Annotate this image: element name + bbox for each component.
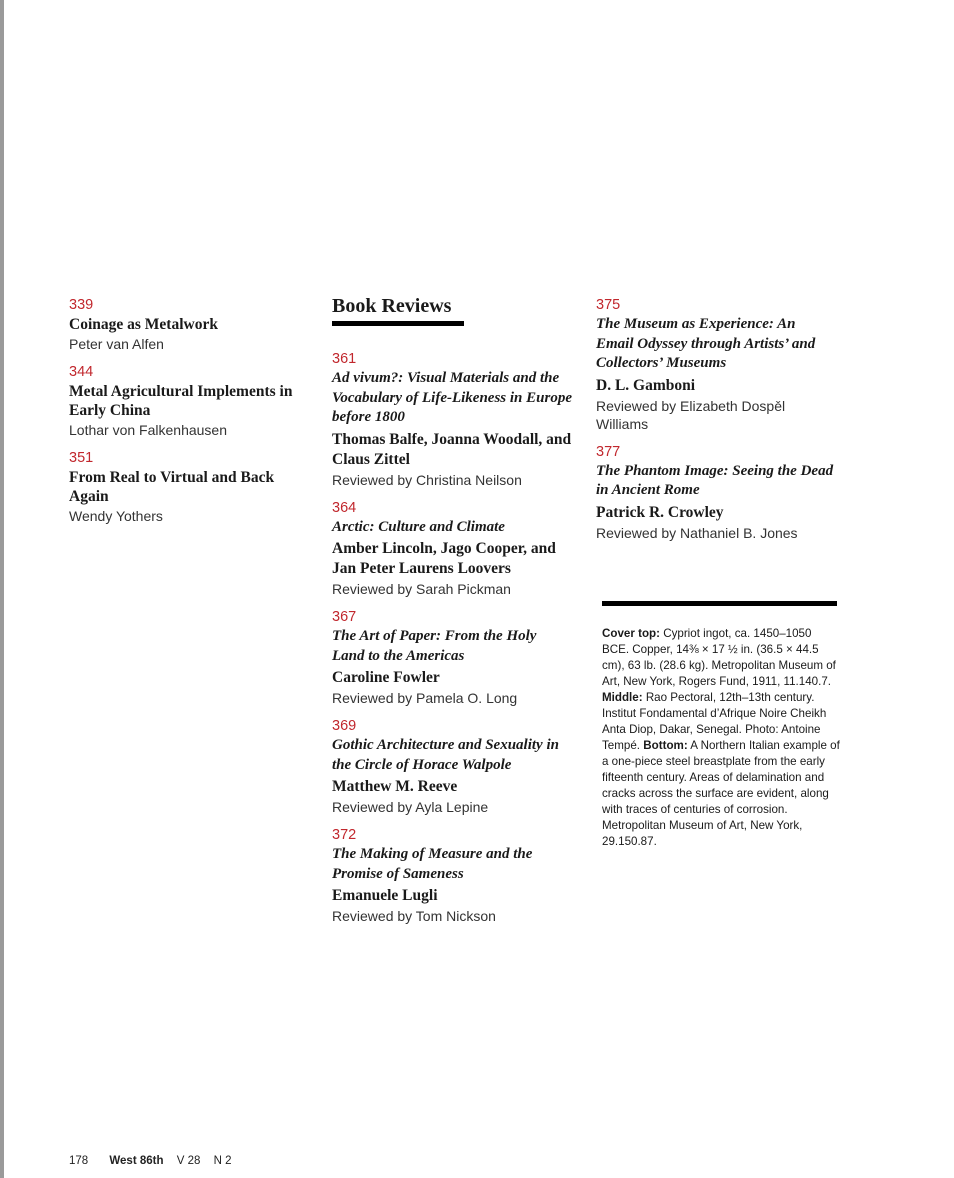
reviewer: Reviewed by Christina Neilson: [332, 471, 522, 488]
review-entry[interactable]: [332, 717, 572, 816]
footer-volume: V 28: [176, 1155, 201, 1167]
page-number: 351: [69, 449, 94, 466]
review-entry[interactable]: [332, 826, 572, 925]
review-entry[interactable]: [332, 350, 572, 489]
section-heading: Book Reviews: [332, 295, 452, 317]
cover-bottom-text: A Northern Italian example of a one-piece steel breastplate from the early fifteenth century. Areas of delamination and cracks across the surface are evident, along with traces of centuries of corrosion. Metropolitan Museum of Art, New York, 29.150.87.: [602, 739, 840, 848]
footer-publication: West 86th: [109, 1155, 164, 1167]
reviewer: Reviewed by Sarah Pickman: [332, 581, 511, 597]
article-title: From Real to Virtual and Back Again: [69, 468, 275, 505]
page-number: 367: [332, 609, 357, 625]
cover-bottom-label: Bottom:: [643, 739, 688, 752]
review-entry[interactable]: [332, 499, 572, 599]
page-number: 344: [69, 363, 94, 380]
review-entry[interactable]: [596, 296, 836, 433]
book-author: Amber Lincoln, Jago Cooper, and Jan Peter Laurens Loovers: [332, 540, 556, 577]
reviewer: Reviewed by Ayla Lepine: [332, 799, 489, 815]
cover-top-label: Cover top:: [602, 627, 660, 640]
article-author: Peter van Alfen: [69, 335, 164, 352]
review-entry[interactable]: [596, 443, 836, 542]
heading-rule: [332, 321, 464, 326]
page-number: 375: [596, 297, 621, 313]
page-footer: [69, 1154, 249, 1168]
book-title: The Making of Measure and the Promise of Sameness: [332, 846, 533, 882]
book-title: The Art of Paper: From the Holy Land to the Americas: [332, 628, 537, 664]
page-edge: [0, 0, 4, 1178]
reviewer: Reviewed by Elizabeth Dospěl Williams: [596, 397, 786, 432]
reviews-column-2: [596, 296, 836, 552]
book-author: D. L. Gamboni: [596, 376, 696, 394]
cover-note-rule: [602, 601, 837, 606]
book-author: Matthew M. Reeve: [332, 778, 458, 795]
book-title: Gothic Architecture and Sexuality in the Circle of Horace Walpole: [332, 737, 559, 773]
book-author: Emanuele Lugli: [332, 887, 438, 904]
page-number: 369: [332, 718, 357, 734]
book-title: The Phantom Image: Seeing the Dead in Ancient Rome: [596, 462, 834, 498]
book-title: Ad vivum?: Visual Materials and the Vocabulary of Life-Likeness in Europe before 1800: [332, 370, 572, 425]
book-title: The Museum as Experience: An Email Odyssey through Artists’ and Collectors’ Museums: [596, 316, 816, 371]
article-entry[interactable]: [69, 296, 309, 353]
article-entry[interactable]: [69, 363, 309, 439]
article-title: Metal Agricultural Implements in Early China: [69, 382, 293, 419]
page-number: 377: [596, 443, 621, 460]
article-author: Wendy Yothers: [69, 507, 163, 524]
cover-top-text: Cypriot ingot, ca. 1450–1050 BCE. Copper, 14⅜ × 17 ½ in. (36.5 × 44.5 cm), 63 lb. (28.6 kg). Metropolitan Museum of Art, New York, Rogers Fund, 1911, 11.140.7.: [602, 627, 836, 688]
cover-caption: [602, 626, 840, 850]
book-author: Patrick R. Crowley: [596, 503, 724, 521]
article-entry[interactable]: [69, 449, 309, 525]
review-entry[interactable]: [332, 608, 572, 707]
reviewer: Reviewed by Nathaniel B. Jones: [596, 524, 798, 541]
cover-middle-text: Rao Pectoral, 12th–13th century. Institut Fondamental d’Afrique Noire Cheikh Anta Diop, Dakar, Senegal. Photo: Antoine Tempé.: [602, 691, 827, 752]
book-title: Arctic: Culture and Climate: [332, 518, 505, 535]
footer-issue: N 2: [213, 1155, 232, 1167]
book-author: Thomas Balfe, Joanna Woodall, and Claus Zittel: [332, 430, 572, 468]
article-title: Coinage as Metalwork: [69, 316, 218, 333]
reviewer: Reviewed by Tom Nickson: [332, 908, 496, 924]
page-number: 372: [332, 827, 357, 843]
article-author: Lothar von Falkenhausen: [69, 421, 227, 438]
footer-page-number: 178: [69, 1155, 89, 1167]
articles-column: [69, 296, 309, 535]
page-number: 364: [332, 499, 357, 516]
cover-middle-label: Middle:: [602, 691, 643, 704]
page-number: 339: [69, 297, 94, 313]
reviewer: Reviewed by Pamela O. Long: [332, 690, 518, 706]
book-author: Caroline Fowler: [332, 669, 440, 686]
book-reviews-column: [332, 296, 572, 935]
page-number: 361: [332, 351, 357, 367]
